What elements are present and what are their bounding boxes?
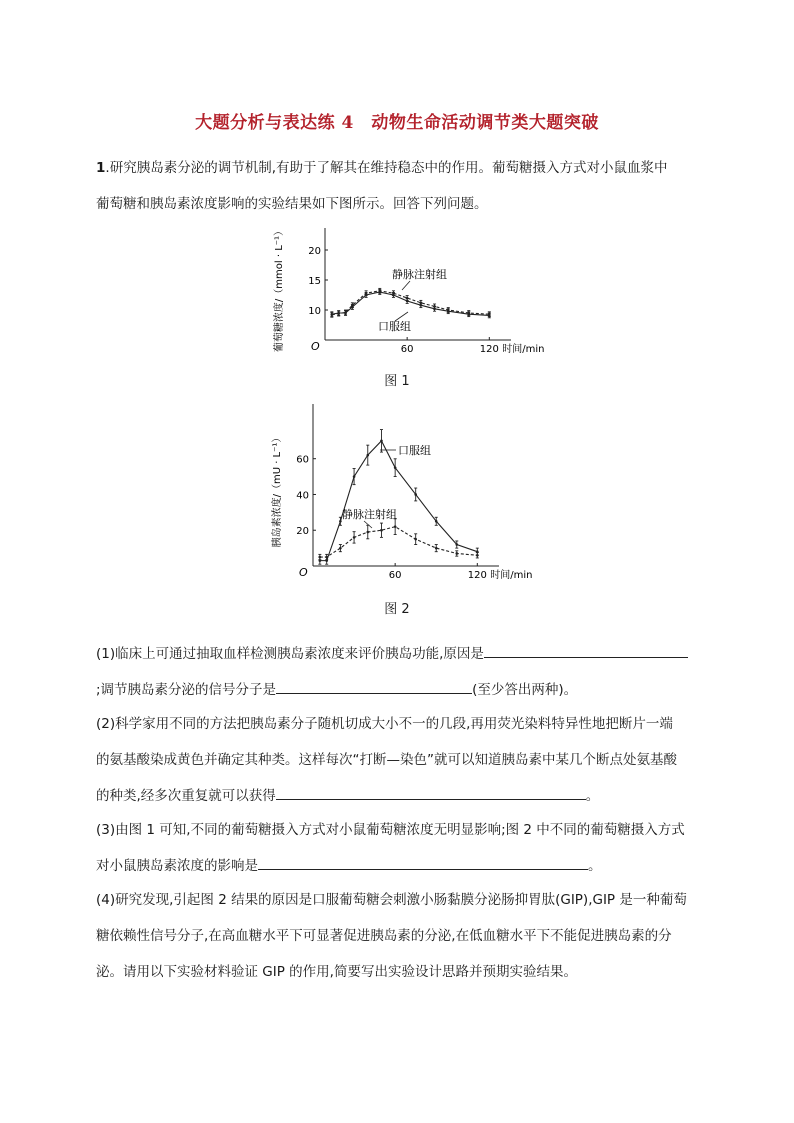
data-point <box>488 313 491 316</box>
data-point <box>433 305 436 308</box>
intro-line-2: 葡萄糖和胰岛素浓度影响的实验结果如下图所示。回答下列问题。 <box>96 196 488 212</box>
q2-text-c: 的种类,经多次重复就可以获得 <box>96 788 276 804</box>
series-line-0 <box>332 292 489 315</box>
data-point <box>365 292 368 295</box>
x-axis-label: 时间/min <box>490 570 533 581</box>
data-point <box>344 311 347 314</box>
page-title: 大题分析与表达练 4 动物生命活动调节类大题突破 <box>195 113 599 133</box>
data-point <box>378 290 381 293</box>
figure-2-caption: 图 2 <box>384 602 410 617</box>
data-point <box>414 538 417 541</box>
data-point <box>392 292 395 295</box>
data-point <box>406 297 409 300</box>
origin-label: O <box>311 340 320 353</box>
data-point <box>455 552 458 555</box>
data-point <box>447 309 450 312</box>
q4-line-1: (4)研究发现,引起图 2 结果的原因是口服葡萄糖会刺激小肠黏膜分泌肠抑胃肽(GIP),GIP 是一种葡萄 <box>96 892 687 908</box>
data-point <box>435 547 438 550</box>
series-label: 口服组 <box>398 444 431 457</box>
series-label: 口服组 <box>378 320 411 333</box>
data-point <box>353 536 356 539</box>
data-point <box>325 556 328 559</box>
q3-line-1: (3)由图 1 可知,不同的葡萄糖摄入方式对小鼠葡萄糖浓度无明显影响;图 2 中不同的葡萄糖摄入方式 <box>96 822 685 838</box>
q4-line-2: 糖依赖性信号分子,在高血糖水平下可显著促进胰岛素的分泌,在低血糖水平下不能促进胰岛素的分 <box>96 928 672 944</box>
q1-text-c: (至少答出两种)。 <box>472 682 578 698</box>
q2-text-d: 。 <box>585 788 600 804</box>
series-label: 静脉注射组 <box>392 268 447 281</box>
data-point <box>380 440 383 443</box>
y-tick-label: 20 <box>308 246 321 257</box>
data-point <box>467 312 470 315</box>
x-tick-label: 120 <box>479 344 499 355</box>
label-leader <box>402 281 410 290</box>
sub-question-4 <box>96 882 700 990</box>
data-point <box>339 547 342 550</box>
data-point <box>366 454 369 457</box>
q3-answer-blank[interactable] <box>258 853 588 870</box>
y-tick-label: 60 <box>296 454 309 466</box>
sub-question-1 <box>96 636 700 708</box>
data-point <box>366 531 369 534</box>
q4-line-3: 泌。请用以下实验材料验证 GIP 的作用,简要写出实验设计思路并预期实验结果。 <box>96 964 577 980</box>
q2-line-1: (2)科学家用不同的方法把胰岛素分子随机切成大小不一的几段,再用荧光染料特异性地把断片一端 <box>96 716 673 732</box>
y-tick-label: 15 <box>308 276 321 287</box>
y-axis-label: 胰岛素浓度/（mU · L⁻¹） <box>272 432 283 548</box>
data-point <box>353 475 356 478</box>
x-tick-label: 60 <box>388 570 402 581</box>
y-tick-label: 20 <box>296 526 309 538</box>
q1-answer-blank-2[interactable] <box>276 677 472 694</box>
intro-line-1: .研究胰岛素分泌的调节机制,有助于了解其在维持稳态中的作用。葡萄糖摄入方式对小鼠血浆中 <box>105 160 668 176</box>
data-point <box>337 312 340 315</box>
figure-2-chart <box>268 400 540 584</box>
data-point <box>414 493 417 496</box>
q3-text-b: 对小鼠胰岛素浓度的影响是 <box>96 858 258 874</box>
data-point <box>351 304 354 307</box>
series-label: 静脉注射组 <box>342 508 397 521</box>
origin-label: O <box>299 566 308 579</box>
q2-answer-blank[interactable] <box>276 783 586 800</box>
data-point <box>380 529 383 532</box>
q2-line-2: 的氨基酸染成黄色并确定其种类。这样每次“打断—染色”就可以知道胰岛素中某几个断点处氨基酸 <box>96 752 677 768</box>
x-tick-label: 120 <box>467 570 487 581</box>
data-point <box>455 543 458 546</box>
data-point <box>420 302 423 305</box>
data-point <box>319 556 322 559</box>
series-line-1 <box>332 291 489 315</box>
figure-1-caption: 图 1 <box>384 374 410 389</box>
series-line-0 <box>320 441 477 561</box>
data-point <box>476 554 479 557</box>
q1-answer-blank-1[interactable] <box>484 641 688 658</box>
y-tick-label: 40 <box>296 490 309 502</box>
q1-text-b: ;调节胰岛素分泌的信号分子是 <box>96 682 277 698</box>
question-number: 1 <box>96 160 106 176</box>
figure-1-chart <box>270 222 545 362</box>
question-intro <box>96 150 700 222</box>
x-axis-label: 时间/min <box>502 344 545 355</box>
q3-text-c: 。 <box>588 858 602 874</box>
x-tick-label: 60 <box>400 344 414 355</box>
q1-text-a: (1)临床上可通过抽取血样检测胰岛素浓度来评价胰岛功能,原因是 <box>96 646 484 662</box>
data-point <box>394 525 397 528</box>
data-point <box>331 314 334 317</box>
sub-question-2 <box>96 706 700 814</box>
y-axis-label: 葡萄糖浓度/（mmol · L⁻¹） <box>274 225 285 353</box>
y-tick-label: 10 <box>308 306 321 317</box>
data-point <box>435 520 438 523</box>
data-point <box>394 466 397 469</box>
sub-question-3 <box>96 812 700 884</box>
